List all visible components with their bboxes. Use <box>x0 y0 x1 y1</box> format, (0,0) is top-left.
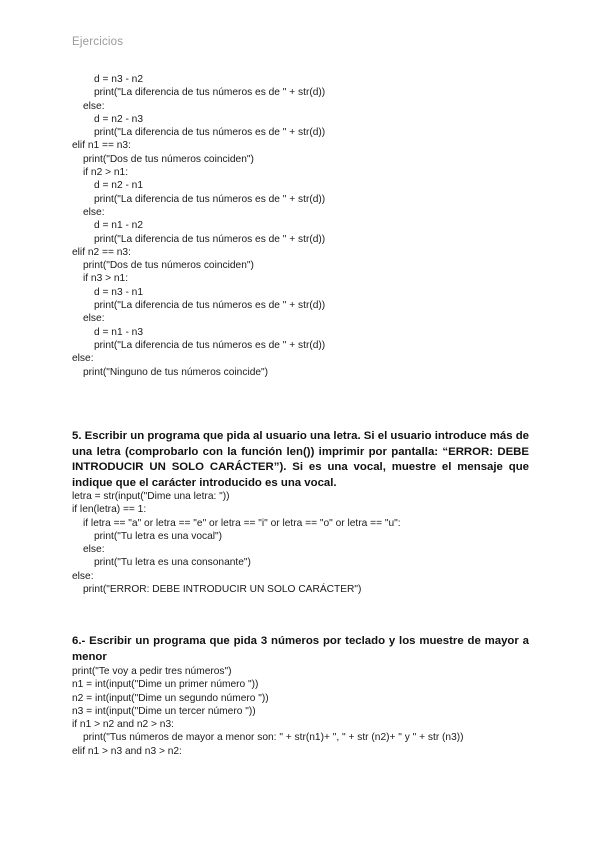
code-line: print("Tu letra es una vocal") <box>94 530 223 542</box>
code-line: print("Dos de tus números coinciden") <box>83 153 254 165</box>
exercise-6-heading: 6.- Escribir un programa que pida 3 números por teclado y los muestre de mayor a menor <box>72 635 529 663</box>
code-line: else: <box>83 544 105 556</box>
code-line: print("La diferencia de tus números es de " + str(d)) <box>94 87 326 99</box>
code-line: print("La diferencia de tus números es de " + str(d)) <box>94 233 326 245</box>
code-line: else: <box>72 353 94 365</box>
code-block-exercise-5 <box>72 490 401 596</box>
code-line: d = n3 - n1 <box>94 286 143 298</box>
code-line: else: <box>72 570 94 582</box>
code-line: elif n1 > n3 and n3 > n2: <box>72 745 182 757</box>
code-line: n3 = int(input("Dime un tercer número ")) <box>72 705 256 717</box>
code-line: print("La diferencia de tus números es de " + str(d)) <box>94 127 326 139</box>
code-block-comparison <box>72 73 325 379</box>
code-line: n1 = int(input("Dime un primer número ")) <box>72 679 259 691</box>
code-line: letra = str(input("Dime una letra: ")) <box>72 491 230 502</box>
code-line: d = n1 - n2 <box>94 220 143 232</box>
code-line: elif n2 == n3: <box>72 246 131 258</box>
code-line: if len(letra) == 1: <box>72 504 147 516</box>
code-line: d = n2 - n1 <box>94 180 143 192</box>
code-line: if n1 > n2 and n2 > n3: <box>72 719 174 731</box>
code-line: n2 = int(input("Dime un segundo número ")) <box>72 692 269 704</box>
code-line: else: <box>83 100 105 112</box>
page-header-title: Ejercicios <box>72 36 124 48</box>
code-line: elif n1 == n3: <box>72 140 131 152</box>
code-line: else: <box>83 206 105 218</box>
code-line: print("Tus números de mayor a menor son: " + str(n1)+ ", " + str (n2)+ " y " + str (n3)) <box>83 732 464 744</box>
code-block-exercise-6 <box>72 665 464 758</box>
code-line: d = n3 - n2 <box>94 74 143 85</box>
code-line: print("Dos de tus números coinciden") <box>83 260 254 272</box>
code-line: d = n2 - n3 <box>94 113 143 125</box>
exercise-5-heading: 5. Escribir un programa que pida al usuario una letra. Si el usuario introduce más de una letra (comprobarlo con la función len()) imprimir por pantalla: “ERROR: DEBE INTRODUCIR UN SOLO CARÁCTER”). Si es una vocal, muestre el mensaje que indique que el carácter introducido es una vocal. <box>72 430 530 489</box>
code-line: if n2 > n1: <box>83 167 129 179</box>
code-line: d = n1 - n3 <box>94 326 143 338</box>
code-line: if letra == "a" or letra == "e" or letra == "i" or letra == "o" or letra == "u": <box>83 517 401 529</box>
code-line: print("Te voy a pedir tres números") <box>72 666 232 677</box>
code-line: print("ERROR: DEBE INTRODUCIR UN SOLO CARÁCTER") <box>83 584 362 596</box>
code-line: print("La diferencia de tus números es de " + str(d)) <box>94 339 326 351</box>
code-line: print("La diferencia de tus números es de " + str(d)) <box>94 193 326 205</box>
code-line: print("Ninguno de tus números coincide") <box>83 366 269 378</box>
code-line: else: <box>83 313 105 325</box>
code-line: print("La diferencia de tus números es de " + str(d)) <box>94 300 326 312</box>
code-line: if n3 > n1: <box>83 273 129 285</box>
code-line: print("Tu letra es una consonante") <box>94 557 251 569</box>
